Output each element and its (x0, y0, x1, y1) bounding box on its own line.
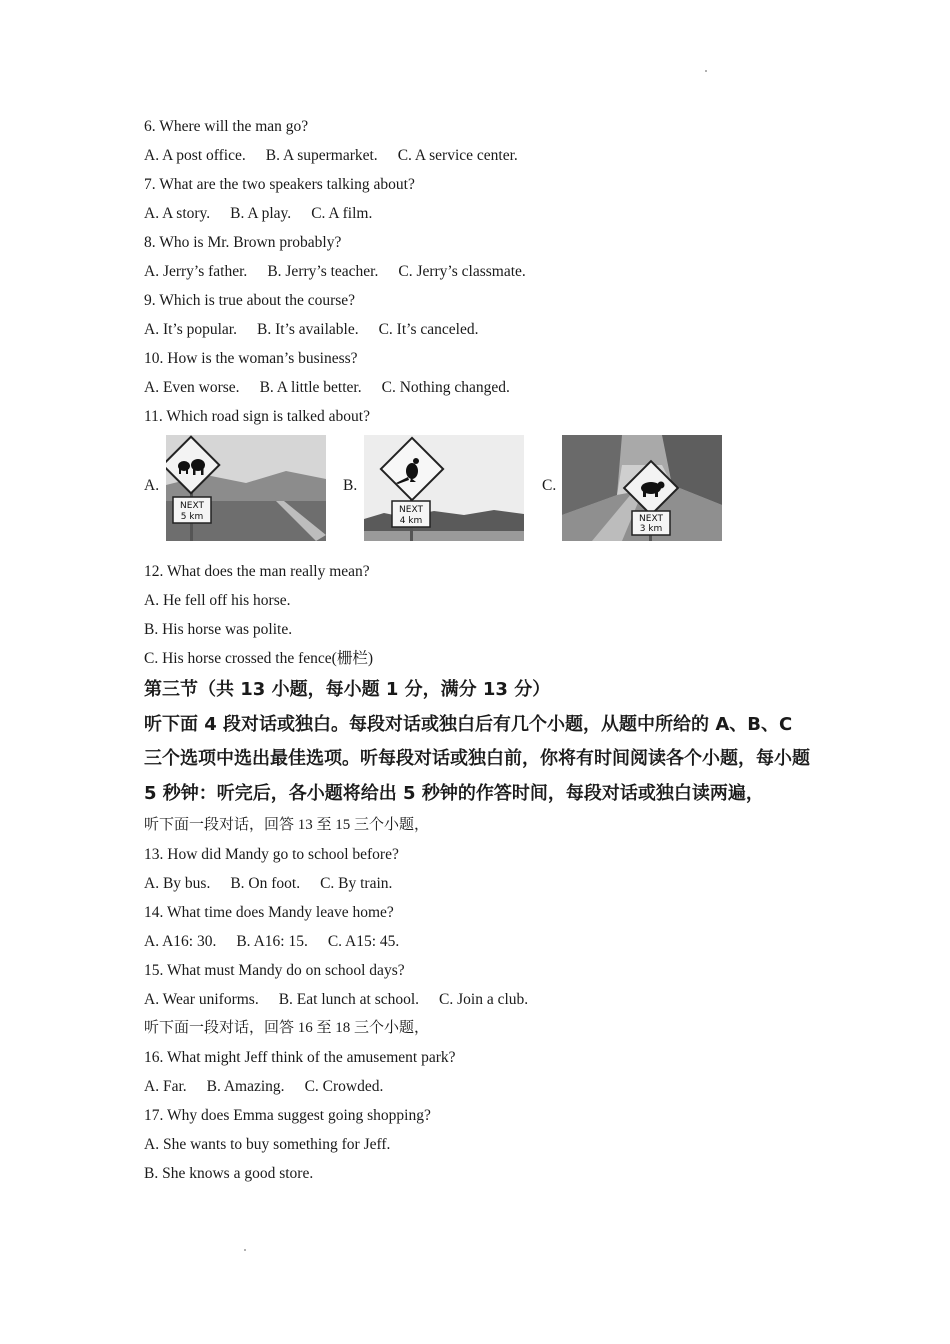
option-a: A. A post office. (144, 147, 246, 164)
option-b: B. Amazing. (206, 1078, 285, 1095)
sign-text-next: NEXT (180, 501, 204, 511)
option-a: A. A16: 30. (144, 933, 217, 950)
section-title: 第三节（共 13 小题，每小题 1 分，满分 13 分） (144, 679, 551, 700)
option-a: A. Jerry’s father. (144, 263, 248, 280)
question-15: 15. What must Mandy do on school days? (144, 962, 405, 979)
question-13: 13. How did Mandy go to school before? (144, 846, 399, 863)
option-letter-b: B. (343, 477, 358, 494)
road-sign-image-b (364, 435, 524, 541)
question-17: 17. Why does Emma suggest going shopping? (144, 1107, 431, 1124)
option-b: B. A supermarket. (265, 147, 378, 164)
options-13 (144, 869, 824, 898)
option-a: A. She wants to buy something for Jeff. (144, 1136, 391, 1153)
options-7 (144, 199, 824, 228)
question-10: 10. How is the woman’s business? (144, 350, 358, 367)
question-6: 6. Where will the man go? (144, 118, 309, 135)
option-b: B. Jerry’s teacher. (267, 263, 379, 280)
sign-text-next: NEXT (399, 505, 423, 515)
option-c: C. It’s canceled. (378, 321, 479, 338)
option-b: B. A16: 15. (236, 933, 308, 950)
question-8: 8. Who is Mr. Brown probably? (144, 234, 342, 251)
options-14 (144, 927, 824, 956)
options-16 (144, 1072, 824, 1101)
options-15 (144, 985, 824, 1014)
option-b: B. It’s available. (257, 321, 359, 338)
option-c: C. Nothing changed. (381, 379, 510, 396)
question-16: 16. What might Jeff think of the amusement park? (144, 1049, 456, 1066)
option-b: B. His horse was polite. (144, 621, 293, 638)
option-letter-a: A. (144, 477, 160, 494)
options-6 (144, 141, 824, 170)
question-7: 7. What are the two speakers talking about? (144, 176, 415, 193)
option-c: C. By train. (320, 875, 393, 892)
option-b: B. A play. (230, 205, 292, 222)
sign-text-distance: 5 km (180, 512, 204, 522)
options-9 (144, 315, 824, 344)
option-letter-c: C. (542, 477, 557, 494)
question-12: 12. What does the man really mean? (144, 563, 370, 580)
option-a: A. Far. (144, 1078, 187, 1095)
option-a: A. It’s popular. (144, 321, 237, 338)
option-a: A. A story. (144, 205, 211, 222)
scan-speck (705, 70, 707, 72)
scan-speck (244, 1249, 246, 1251)
option-c: C. A film. (311, 205, 373, 222)
exam-page (144, 112, 824, 1188)
option-a: A. Even worse. (144, 379, 240, 396)
road-sign-image-c (562, 435, 722, 541)
sign-text-next: NEXT (639, 514, 663, 524)
option-a: A. He fell off his horse. (144, 592, 291, 609)
sign-text-distance: 4 km (399, 516, 423, 526)
option-a: A. By bus. (144, 875, 211, 892)
option-b: B. She knows a good store. (144, 1165, 314, 1182)
option-c: C. A15: 45. (327, 933, 400, 950)
options-10 (144, 373, 824, 402)
option-c: C. Crowded. (304, 1078, 384, 1095)
question-9: 9. Which is true about the course? (144, 292, 356, 309)
option-c: C. Jerry’s classmate. (398, 263, 526, 280)
option-b: B. A little better. (259, 379, 362, 396)
dialogue-note-1: 听下面一段对话，回答 13 至 15 三个小题， (144, 817, 430, 833)
road-sign-image-a (166, 435, 326, 541)
road-sign-options (144, 435, 824, 553)
question-14: 14. What time does Mandy leave home? (144, 904, 394, 921)
option-c: C. A service center. (397, 147, 518, 164)
option-b: B. Eat lunch at school. (278, 991, 420, 1008)
option-c: C. His horse crossed the fence(栅栏) (144, 650, 373, 667)
question-11: 11. Which road sign is talked about? (144, 408, 370, 425)
option-b: B. On foot. (230, 875, 301, 892)
option-c: C. Join a club. (439, 991, 529, 1008)
dialogue-note-2: 听下面一段对话，回答 16 至 18 三个小题， (144, 1020, 430, 1036)
sign-text-distance: 3 km (639, 524, 663, 534)
option-a: A. Wear uniforms. (144, 991, 259, 1008)
options-8 (144, 257, 824, 286)
section-instructions: 听下面 4 段对话或独白。每段对话或独白后有几个小题，从题中所给的 A、B、C 三个选项中选出最佳选项。听每段对话或独白前，你将有时间阅读各个小题，每小题 5 秒钟：听完后，各小题将给出 5 秒钟的作答时间，每段对话或独白读两遍， (144, 713, 810, 804)
